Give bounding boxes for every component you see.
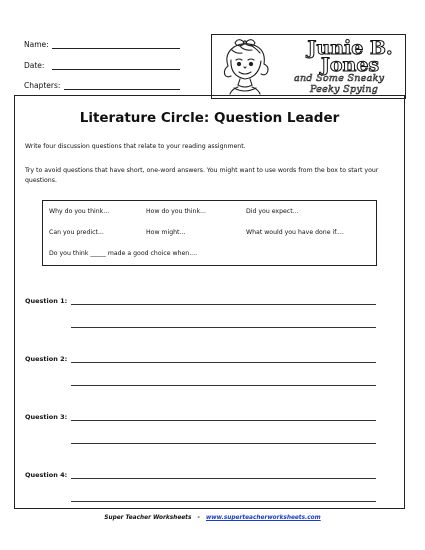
instruction-avoid: Try to avoid questions that have short, one-word answers. You might want to use words from the box to start your questions.	[25, 167, 379, 184]
page-title: Literature Circle: Question Leader	[79, 110, 340, 126]
starter-word: How might...	[146, 229, 186, 236]
question-3-label: Question 3:	[25, 413, 68, 421]
name-label: Name:	[24, 40, 49, 49]
question-3-line-2[interactable]	[71, 443, 376, 444]
logo-subtitle-line1: and Some Sneaky	[294, 73, 385, 84]
starter-word: Did you expect...	[246, 208, 299, 215]
starter-word: What would you have done if....	[246, 229, 344, 236]
chapters-label: Chapters:	[24, 81, 61, 90]
question-2-label: Question 2:	[25, 355, 68, 363]
logo-subtitle-line2: Peeky Spying	[310, 84, 379, 95]
question-1-line-2[interactable]	[71, 327, 376, 328]
question-1-label: Question 1:	[25, 297, 68, 305]
date-label: Date:	[24, 61, 45, 70]
question-2-line-1[interactable]	[71, 362, 376, 363]
chapters-blank-line[interactable]	[64, 89, 180, 90]
junie-b-illustration	[214, 36, 292, 96]
question-1-line-1[interactable]	[71, 304, 376, 305]
name-blank-line[interactable]	[52, 48, 180, 49]
worksheet-box	[14, 95, 405, 509]
footer	[0, 515, 425, 521]
question-2-line-2[interactable]	[71, 385, 376, 386]
instruction-write: Write four discussion questions that relate to your reading assignment.	[25, 143, 246, 150]
question-4-label: Question 4:	[25, 471, 68, 479]
footer-url-link[interactable]: www.superteacherworksheets.com	[205, 515, 321, 521]
starter-word: Why do you think...	[49, 208, 110, 215]
question-4-line-2[interactable]	[71, 501, 376, 502]
question-4-line-1[interactable]	[71, 478, 376, 479]
logo-title-line2: Jones	[320, 54, 380, 76]
book-logo	[211, 34, 406, 99]
name-field[interactable]	[24, 40, 49, 49]
question-3-line-1[interactable]	[71, 420, 376, 421]
footer-separator: -	[197, 515, 200, 521]
starter-word: How do you think...	[146, 208, 206, 215]
chapters-field[interactable]	[24, 81, 60, 90]
question-starters-box	[42, 200, 377, 266]
date-blank-line[interactable]	[52, 69, 180, 70]
starter-word: Do you think _____ made a good choice when....	[49, 250, 198, 257]
logo-title-line1: Junie B.	[307, 37, 393, 59]
footer-brand: Super Teacher Worksheets	[104, 515, 192, 521]
date-field[interactable]	[24, 61, 44, 70]
starter-word: Can you predict...	[49, 229, 104, 236]
